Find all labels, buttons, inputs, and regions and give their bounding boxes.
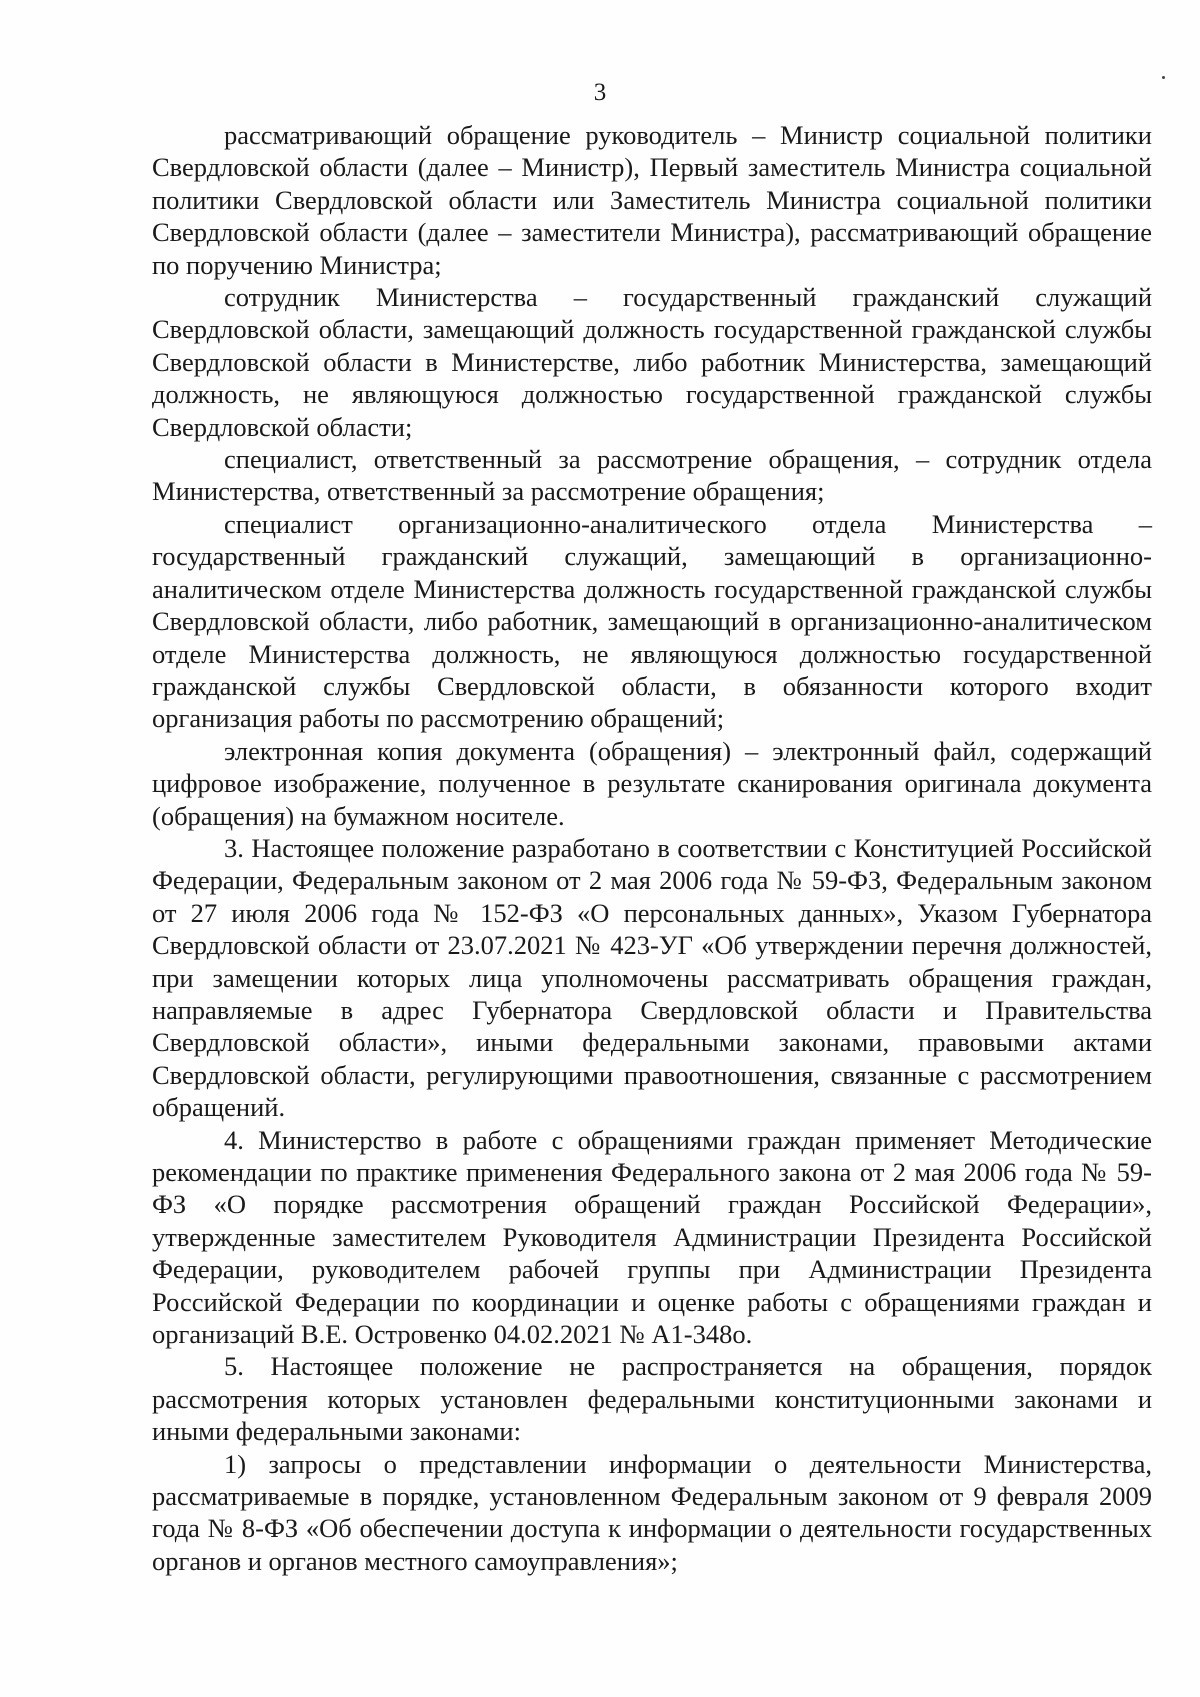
scan-speck — [1162, 76, 1165, 79]
paragraph-item-3: 3. Настоящее положение разработано в соответствии с Конституцией Российской Федерации, Федеральным законом от 2 мая 2006 года № 59-ФЗ, Федеральным законом от 27 июля 2006 года № 152-ФЗ «О персональных данных», Указом Губернатора Свердловской области от 23.07.2021 № 423-УГ «Об утверждении перечня должностей, при замещении которых лица уполномочены рассматривать обращения граждан, направляемые в адрес Губернатора Свердловской области и Правительства Свердловской области», иными федеральными законами, правовыми актами Свердловской области, регулирующими правоотношения, связанные с рассмотрением обращений. — [152, 832, 1152, 1123]
paragraph-definition-responsible-specialist: специалист, ответственный за рассмотрение обращения, – сотрудник отдела Министерства, ответственный за рассмотрение обращения; — [152, 444, 1152, 507]
paragraph-definition-electronic-copy: электронная копия документа (обращения) – электронный файл, содержащий цифровое изображение, полученное в результате сканирования оригинала документа (обращения) на бумажном носителе. — [152, 735, 1152, 831]
document-body — [152, 119, 1152, 1577]
paragraph-item-4: 4. Министерство в работе с обращениями граждан применяет Методические рекомендации по практике применения Федерального закона от 2 мая 2006 года № 59-ФЗ «О порядке рассмотрения обращений граждан Российской Федерации», утвержденные заместителем Руководителя Администрации Президента Российской Федерации, руководителем рабочей группы при Администрации Президента Российской Федерации по координации и оценке работы с обращениями граждан и организаций В.Е. Островенко 04.02.2021 № А1-348о. — [152, 1124, 1152, 1350]
paragraph-subitem-5-1: 1) запросы о представлении информации о деятельности Министерства, рассматриваемые в порядке, установленном Федеральным законом от 9 февраля 2009 года № 8-ФЗ «Об обеспечении доступа к информации о деятельности государственных органов и органов местного самоуправления»; — [152, 1448, 1152, 1576]
paragraph-definition-ministry-employee: сотрудник Министерства – государственный гражданский служащий Свердловской области, замещающий должность государственной гражданской службы Свердловской области в Министерстве, либо работник Министерства, замещающий должность, не являющуюся должностью государственной гражданской службы Свердловской области; — [152, 282, 1152, 442]
paragraph-definition-reviewing-head: рассматривающий обращение руководитель – Министр социальной политики Свердловской области (далее – Министр), Первый заместитель Министра социальной политики Свердловской области или Заместитель Министра социальной политики Свердловской области (далее – заместители Министра), рассматривающий обращение по поручению Министра; — [152, 120, 1152, 280]
page-number: 3 — [593, 79, 607, 106]
paragraph-item-5: 5. Настоящее положение не распространяется на обращения, порядок рассмотрения которых установлен федеральными конституционными законами и иными федеральными законами: — [152, 1351, 1152, 1447]
paragraph-definition-analytical-specialist: специалист организационно-аналитического отдела Министерства – государственный гражданский служащий, замещающий в организационно-аналитическом отделе Министерства должность государственной гражданской службы Свердловской области, либо работник, замещающий в организационно-аналитическом отделе Министерства должность, не являющуюся должностью государственной гражданской службы Свердловской области, в обязанности которого входит организация работы по рассмотрению обращений; — [152, 508, 1152, 734]
